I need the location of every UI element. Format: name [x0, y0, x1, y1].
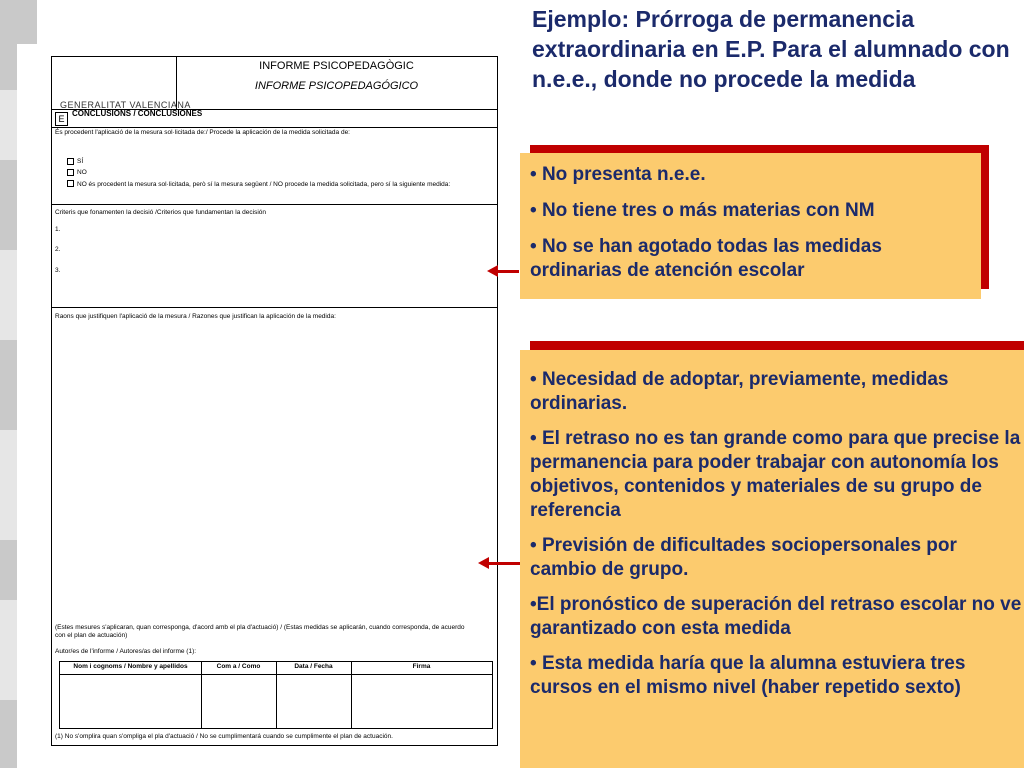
criteria-3: 3. [55, 267, 61, 274]
list-item-text: No presenta n.e.e. [541, 164, 706, 185]
logo-text: GENERALITAT VALENCIANA [60, 100, 191, 110]
option-si: SÍ [77, 158, 84, 165]
form-header [52, 57, 497, 110]
bullet-icon: • [530, 200, 542, 221]
bullet-icon: • [530, 535, 542, 556]
bullet-icon: • [530, 369, 542, 390]
list-item [530, 652, 1022, 700]
section-e-header [52, 109, 497, 128]
logo-cell [52, 57, 191, 110]
form-document [51, 56, 498, 746]
header-firma: Firma [412, 663, 431, 670]
checkbox-si[interactable] [67, 158, 74, 165]
list-item [530, 368, 1022, 416]
list-item-text: Previsión de dificultades sociopersonales por cambio de grupo. [530, 535, 957, 580]
arrow-left-icon [497, 270, 519, 273]
list-item [530, 593, 1022, 641]
option-no: NO [77, 169, 87, 176]
list-item-text: Necesidad de adoptar, previamente, medidas ordinarias. [530, 369, 949, 414]
arrow-left-icon [488, 562, 520, 565]
signature-table [59, 661, 493, 729]
list-item-text: Esta medida haría que la alumna estuviera tres cursos en el mismo nivel (haber repetido sexto) [530, 653, 966, 698]
column-data[interactable] [276, 662, 352, 728]
header-data: Data / Fecha [294, 663, 333, 670]
column-nom[interactable] [60, 662, 202, 728]
header-nom: Nom i cognoms / Nombre y apellidos [73, 663, 188, 670]
option-no-otra: NO és procedent la mesura sol·licitada, però sí la mesura següent / NO procede la medida solicitada, pero sí la siguiente medida: [77, 181, 451, 188]
section-letter: E [55, 112, 68, 126]
header-com: Com a / Como [216, 663, 261, 670]
callout-2-list [530, 368, 1022, 711]
divider [52, 307, 497, 308]
autors-label: Autor/es de l'informe / Autores/as del informe (1): [55, 648, 197, 655]
bullet-icon: • [530, 428, 542, 449]
slide-title: Ejemplo: Prórroga de permanencia extraordinaria en E.P. Para el alumnado con n.e.e., donde no procede la medida [532, 6, 1010, 92]
criteris-label: Criteris que fonamenten la decisió /Criterios que fundamentan la decisión [55, 209, 267, 216]
procede-question: És procedent l'aplicació de la mesura sol·licitada de:/ Procede la aplicación de la medida solicitada de: [55, 129, 350, 136]
callout-box-2 [520, 350, 1024, 768]
checkbox-no[interactable] [67, 169, 74, 176]
list-item-text: No se han agotado todas las medidas ordinarias de atención escolar [530, 236, 882, 281]
list-item-text: El pronóstico de superación del retraso escolar no ve garantizado con esta medida [530, 594, 1022, 639]
list-item [530, 427, 1022, 523]
estes-line-2: con el plan de actuación) [55, 632, 128, 639]
divider [52, 204, 497, 205]
list-item [530, 163, 976, 187]
column-com[interactable] [201, 662, 277, 728]
estes-line-1: (Estes mesures s'aplicaran, quan corresponga, d'acord amb el pla d'actuació) / (Estas medidas se aplicarán, cuando corresponda, de acuerdo [55, 624, 465, 631]
raons-label: Raons que justifiquen l'aplicació de la mesura / Razones que justifican la aplicación de la medida: [55, 313, 336, 320]
callout-1-list [530, 163, 976, 295]
form-title-es: INFORME PSICOPEDAGÓGICO [254, 80, 419, 92]
checkbox-no-otra[interactable] [67, 180, 74, 187]
list-item [530, 534, 1022, 582]
list-item [530, 235, 976, 283]
bullet-icon: • [530, 164, 542, 185]
list-item [530, 199, 976, 223]
footnote: (1) No s'omplira quan s'ompliga el pla d'actuació / No se cumplimentará cuando se cumplimente el plan de actuación. [55, 733, 393, 740]
bullet-icon: • [530, 653, 542, 674]
callout-box-1 [520, 153, 981, 299]
criteria-1: 1. [55, 226, 61, 233]
bullet-icon: • [530, 236, 542, 257]
side-white-panel [17, 44, 37, 768]
criteria-2: 2. [55, 246, 61, 253]
bullet-icon: • [530, 594, 537, 615]
section-label: CONCLUSIONS / CONCLUSIONES [72, 109, 203, 118]
form-title-val: INFORME PSICOPEDAGÒGIC [259, 60, 414, 72]
list-item-text: No tiene tres o más materias con NM [541, 200, 875, 221]
list-item-text: El retraso no es tan grande como para que precise la permanencia para poder trabajar con autonomía los objetivos, contenidos y materiales de su grupo de referencia [530, 428, 1021, 521]
